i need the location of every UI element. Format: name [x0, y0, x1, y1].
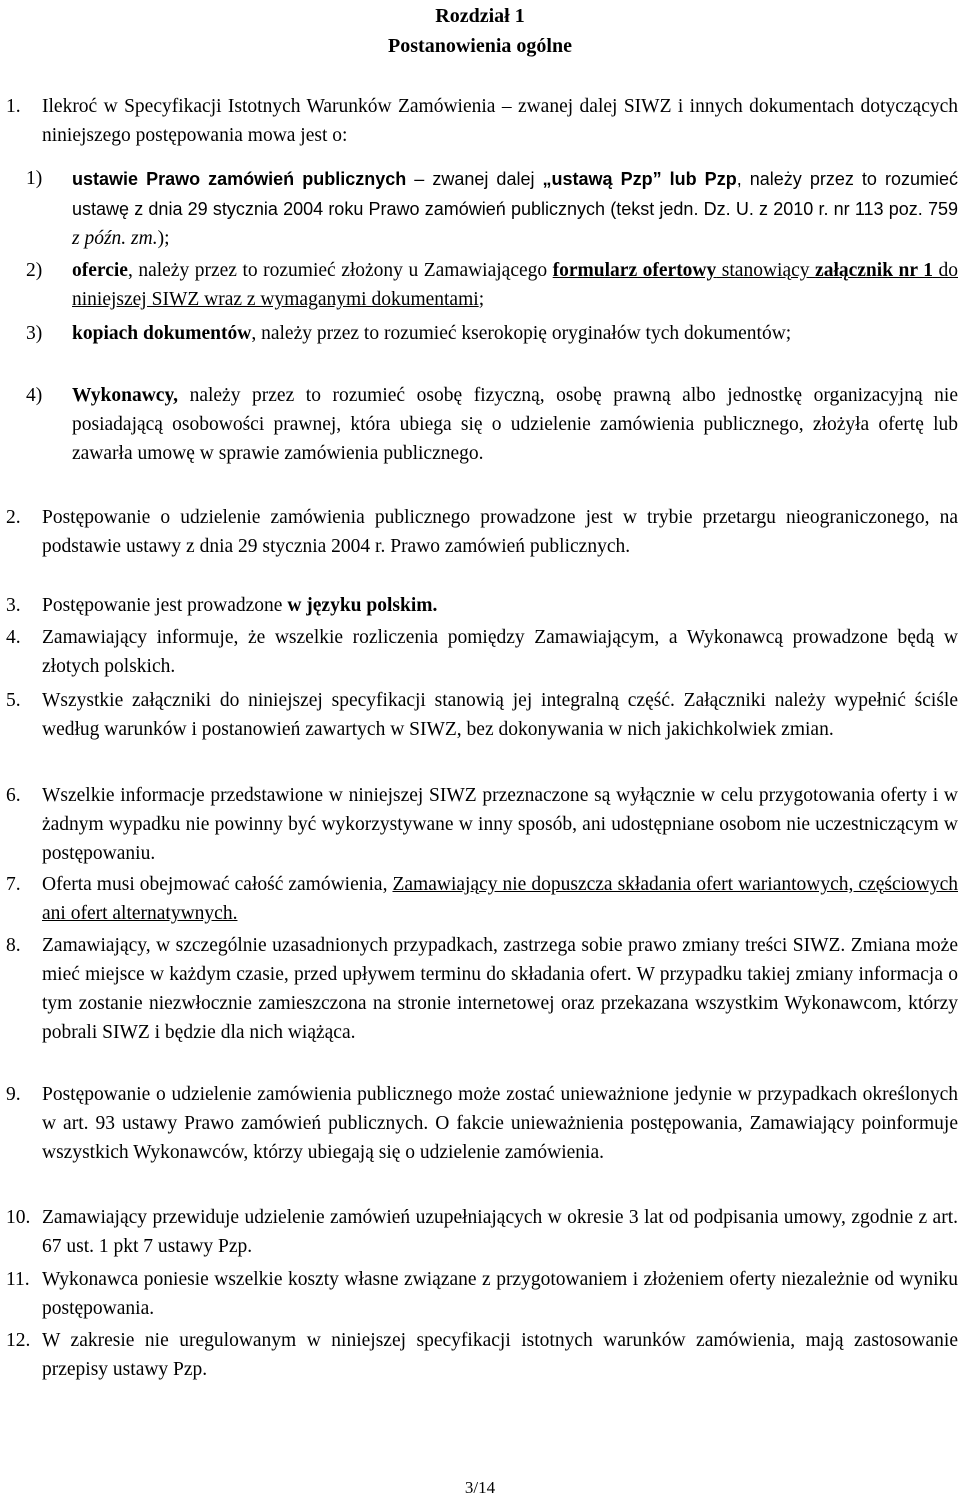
item-number: 12.: [6, 1330, 31, 1351]
item-text: Wszystkie załączniki do niniejszej specyfikacji stanowią jej integralną część. Załączniki należy wypełnić ściśle według warunków i postanowień zawartych w SIWZ, bez dokonywania w nich jakichkolwiek zmian.: [42, 690, 958, 740]
sub-item-text: [72, 257, 958, 315]
sub-item-1: [6, 165, 958, 254]
list-item-2: [6, 504, 958, 562]
list-item-9: [6, 1081, 958, 1168]
item-text: Postępowanie o udzielenie zamówienia publicznego prowadzone jest w trybie przetargu nieograniczonego, na podstawie ustawy z dnia 29 stycznia 2004 r. Prawo zamówień publicznych.: [42, 507, 958, 557]
list-item-12: [6, 1327, 958, 1385]
text-run: – zwanej dalej: [406, 169, 543, 189]
sub-item-4: [6, 382, 958, 469]
text-run: do niniejszej SIWZ wraz z wymaganymi dokumentami: [72, 260, 958, 310]
item-text: Zamawiający informuje, że wszelkie rozliczenia pomiędzy Zamawiającym, a Wykonawcą prowadzone będą w złotych polskich.: [42, 627, 958, 677]
item-number: 2.: [6, 507, 21, 528]
term-pzp: „ustawą Pzp” lub Pzp: [542, 169, 737, 189]
item-number: 6.: [6, 785, 21, 806]
item-number: 10.: [6, 1207, 31, 1228]
term-wykonawcy: Wykonawcy,: [72, 385, 179, 406]
sub-item-number: 1): [26, 168, 43, 189]
abbrev-zm: z późn. zm.: [72, 227, 158, 249]
sub-item-2: [6, 257, 958, 315]
list-item-10: [6, 1204, 958, 1262]
sub-item-text: [72, 320, 958, 349]
list-item-1: [6, 93, 958, 151]
list-item-5: [6, 687, 958, 745]
text-run: ;: [478, 288, 485, 310]
chapter-subtitle: Postanowienia ogólne: [388, 35, 572, 57]
term-ustawa: ustawie Prawo zamówień publicznych: [72, 169, 407, 189]
text-run: );: [157, 227, 170, 249]
item-text: Zamawiający przewiduje udzielenie zamówień uzupełniających w okresie 3 lat od podpisania umowy, zgodnie z art. 67 ust. 1 pkt 7 ustawy Pzp.: [42, 1207, 958, 1257]
item-text: [42, 592, 958, 621]
term-formularz: formularz ofertowy: [552, 260, 717, 281]
text-run: stanowiący: [716, 260, 816, 281]
item-text: Ilekroć w Specyfikacji Istotnych Warunków Zamówienia – zwanej dalej SIWZ i innych dokumentach dotyczących niniejszego postępowania mowa jest o:: [42, 96, 958, 146]
item-text: [42, 871, 958, 929]
item-number: 3.: [6, 595, 21, 616]
sub-item-number: 3): [26, 323, 43, 344]
term-zalacznik: załącznik nr 1: [815, 260, 933, 281]
term-jezyk: w języku polskim.: [287, 595, 438, 616]
item-text: Postępowanie o udzielenie zamówienia publicznego może zostać unieważnione jedynie w przypadkach określonych w art. 93 ustawy Prawo zamówień publicznych. O fakcie unieważnienia postępowania, Zamawiający poinformuje wszystkich Wykonawców, którzy ubiegają się o udzielenie zamówienia.: [42, 1084, 958, 1163]
item-text: W zakresie nie uregulowanym w niniejszej specyfikacji istotnych warunków zamówienia, mają zastosowanie przepisy ustawy Pzp.: [42, 1330, 958, 1380]
list-item-7: [6, 871, 958, 929]
list-item-4: [6, 624, 958, 682]
text-run: należy przez to rozumieć osobę fizyczną, osobę prawną albo jednostkę organizacyjną nie posiadającą osobowości prawnej, która ubiega się o udzielenie zamówienia publicznego, złożyła ofertę lub zawarła umowę w sprawie zamówienia publicznego.: [72, 385, 958, 464]
list-item-6: [6, 782, 958, 869]
sub-item-text: [72, 165, 958, 254]
underlined-text: Zamawiający nie dopuszcza składania ofert wariantowych, częściowych ani ofert alternatywnych.: [42, 874, 959, 924]
item-number: 11.: [6, 1269, 30, 1290]
item-text: Wszelkie informacje przedstawione w niniejszej SIWZ przeznaczone są wyłącznie w celu przygotowania oferty i w żadnym wypadku nie powinny być wykorzystywane w inny sposób, ani udostępniane osobom nie uczestniczącym w postępowaniu.: [42, 785, 958, 864]
item-number: 5.: [6, 690, 21, 711]
text-run: , należy przez to rozumieć złożony u Zamawiającego: [127, 260, 553, 281]
text-run: Postępowanie jest prowadzone: [42, 595, 288, 616]
text-run: Oferta musi obejmować całość zamówienia,: [42, 874, 393, 895]
item-number: 9.: [6, 1084, 21, 1105]
text-run: , należy przez to rozumieć ustawę z dnia 29 stycznia 2004 roku Prawo zamówień publicznych (tekst jedn. Dz. U. z 2010 r. nr 113 poz. 759: [72, 169, 958, 219]
list-item-8: [6, 932, 958, 1048]
term-kopiach: kopiach dokumentów: [72, 323, 252, 344]
sub-item-text: [72, 382, 958, 469]
chapter-title: Rozdział 1: [435, 5, 525, 27]
sub-item-number: 2): [26, 260, 43, 281]
item-number: 1.: [6, 96, 21, 117]
list-item-11: [6, 1266, 958, 1324]
item-number: 4.: [6, 627, 21, 648]
sub-item-3: [6, 320, 958, 349]
item-number: 7.: [6, 874, 21, 895]
term-ofercie: ofercie: [72, 260, 128, 281]
sub-item-number: 4): [26, 385, 43, 406]
page-number: 3/14: [464, 1478, 496, 1497]
text-run: , należy przez to rozumieć kserokopię oryginałów tych dokumentów;: [251, 323, 792, 344]
item-text: Zamawiający, w szczególnie uzasadnionych przypadkach, zastrzega sobie prawo zmiany treści SIWZ. Zmiana może mieć miejsce w każdym czasie, przed upływem terminu do składania ofert. W przypadku takiej zmiany informacja o tym zostanie niezwłocznie zamieszczona na stronie internetowej oraz przekazana wszystkim Wykonawcom, którzy pobrali SIWZ i będzie dla nich wiążąca.: [42, 935, 958, 1043]
item-number: 8.: [6, 935, 21, 956]
list-item-3: [6, 592, 958, 621]
item-text: Wykonawca poniesie wszelkie koszty własne związane z przygotowaniem i złożeniem oferty niezależnie od wyniku postępowania.: [42, 1269, 958, 1319]
